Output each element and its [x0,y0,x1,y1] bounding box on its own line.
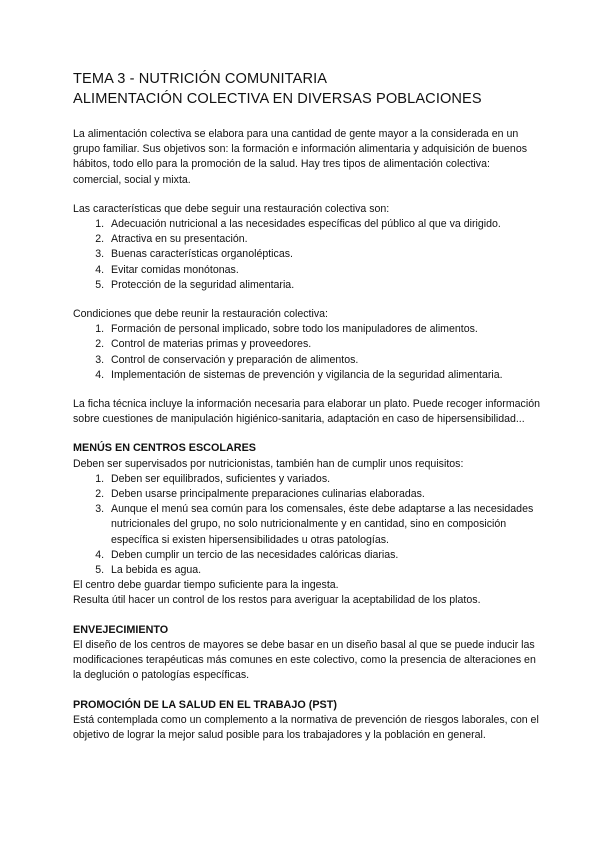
section-heading-envejecimiento: ENVEJECIMIENTO [73,623,169,636]
ficha-paragraph: La ficha técnica incluye la información necesaria para elaborar un plato. Puede recoger información sobre cuestiones de manipulación higiénico-sanitaria, adaptación en caso de hipersensibilidad... [73,398,540,426]
escolares-note-2: Resulta útil hacer un control de los restos para averiguar la aceptabilidad de los platos. [73,594,481,607]
list-item: 1. Adecuación nutricional a las necesidades específicas del público al que va dirigido. [107,217,540,232]
envejecimiento-paragraph: El diseño de los centros de mayores se debe basar en un diseño basal al que se puede inducir las modificaciones terapéuticas más comunes en este colectivo, como la presencia de alteraciones en la deglución o patologías específicas. [73,638,536,682]
list-item: 1. Deben ser equilibrados, suficientes y variados. [107,472,540,487]
list-item: 3. Aunque el menú sea común para los comensales, éste debe adaptarse a las necesidades nutricionales del grupo, no solo nutricionalmente y en cantidad, sino en composición específica si existen hipersensibilidades u otras patologías. [107,502,540,548]
section-heading-pst: PROMOCIÓN DE LA SALUD EN EL TRABAJO (PST) [73,698,337,711]
list-item: 4. Implementación de sistemas de prevención y vigilancia de la seguridad alimentaria. [107,368,540,383]
document-subtitle: ALIMENTACIÓN COLECTIVA EN DIVERSAS POBLACIONES [73,91,482,107]
intro-paragraph: La alimentación colectiva se elabora para una cantidad de gente mayor a la considerada en un grupo familiar. Sus objetivos son: la formación e información alimentaria y adquisición de buenos hábitos, todo ello para la promoción de la salud. Hay tres tipos de alimentación colectiva: comercial, social y mixta. [73,128,528,186]
caracteristicas-list [73,217,540,293]
section-heading-escolares: MENÚS EN CENTROS ESCOLARES [73,442,256,455]
list-item: 2. Atractiva en su presentación. [107,232,540,247]
escolares-list [73,472,540,578]
escolares-note-1: El centro debe guardar tiempo suficiente para la ingesta. [73,579,339,592]
list-item: 4. Evitar comidas monótonas. [107,263,540,278]
condiciones-list [73,322,540,383]
title-block [73,69,540,109]
list-item: 5. Protección de la seguridad alimentaria. [107,278,540,293]
pst-paragraph: Está contemplada como un complemento a la normativa de prevención de riesgos laborales, con el objetivo de lograr la mejor salud posible para los trabajadores y la población en general. [73,713,539,741]
document-title: TEMA 3 - NUTRICIÓN COMUNITARIA [73,71,328,87]
list-item: 3. Buenas características organolépticas. [107,247,540,262]
caracteristicas-lead: Las características que debe seguir una restauración colectiva son: [73,202,390,215]
list-item: 4. Deben cumplir un tercio de las necesidades calóricas diarias. [107,548,540,563]
list-item: 3. Control de conservación y preparación de alimentos. [107,353,540,368]
list-item: 2. Control de materias primas y proveedores. [107,337,540,352]
list-item: 2. Deben usarse principalmente preparaciones culinarias elaboradas. [107,487,540,502]
escolares-lead: Deben ser supervisados por nutricionistas, también han de cumplir unos requisitos: [73,457,464,470]
list-item: 1. Formación de personal implicado, sobre todo los manipuladores de alimentos. [107,322,540,337]
list-item: 5. La bebida es agua. [107,563,540,578]
condiciones-lead: Condiciones que debe reunir la restauración colectiva: [73,308,328,321]
